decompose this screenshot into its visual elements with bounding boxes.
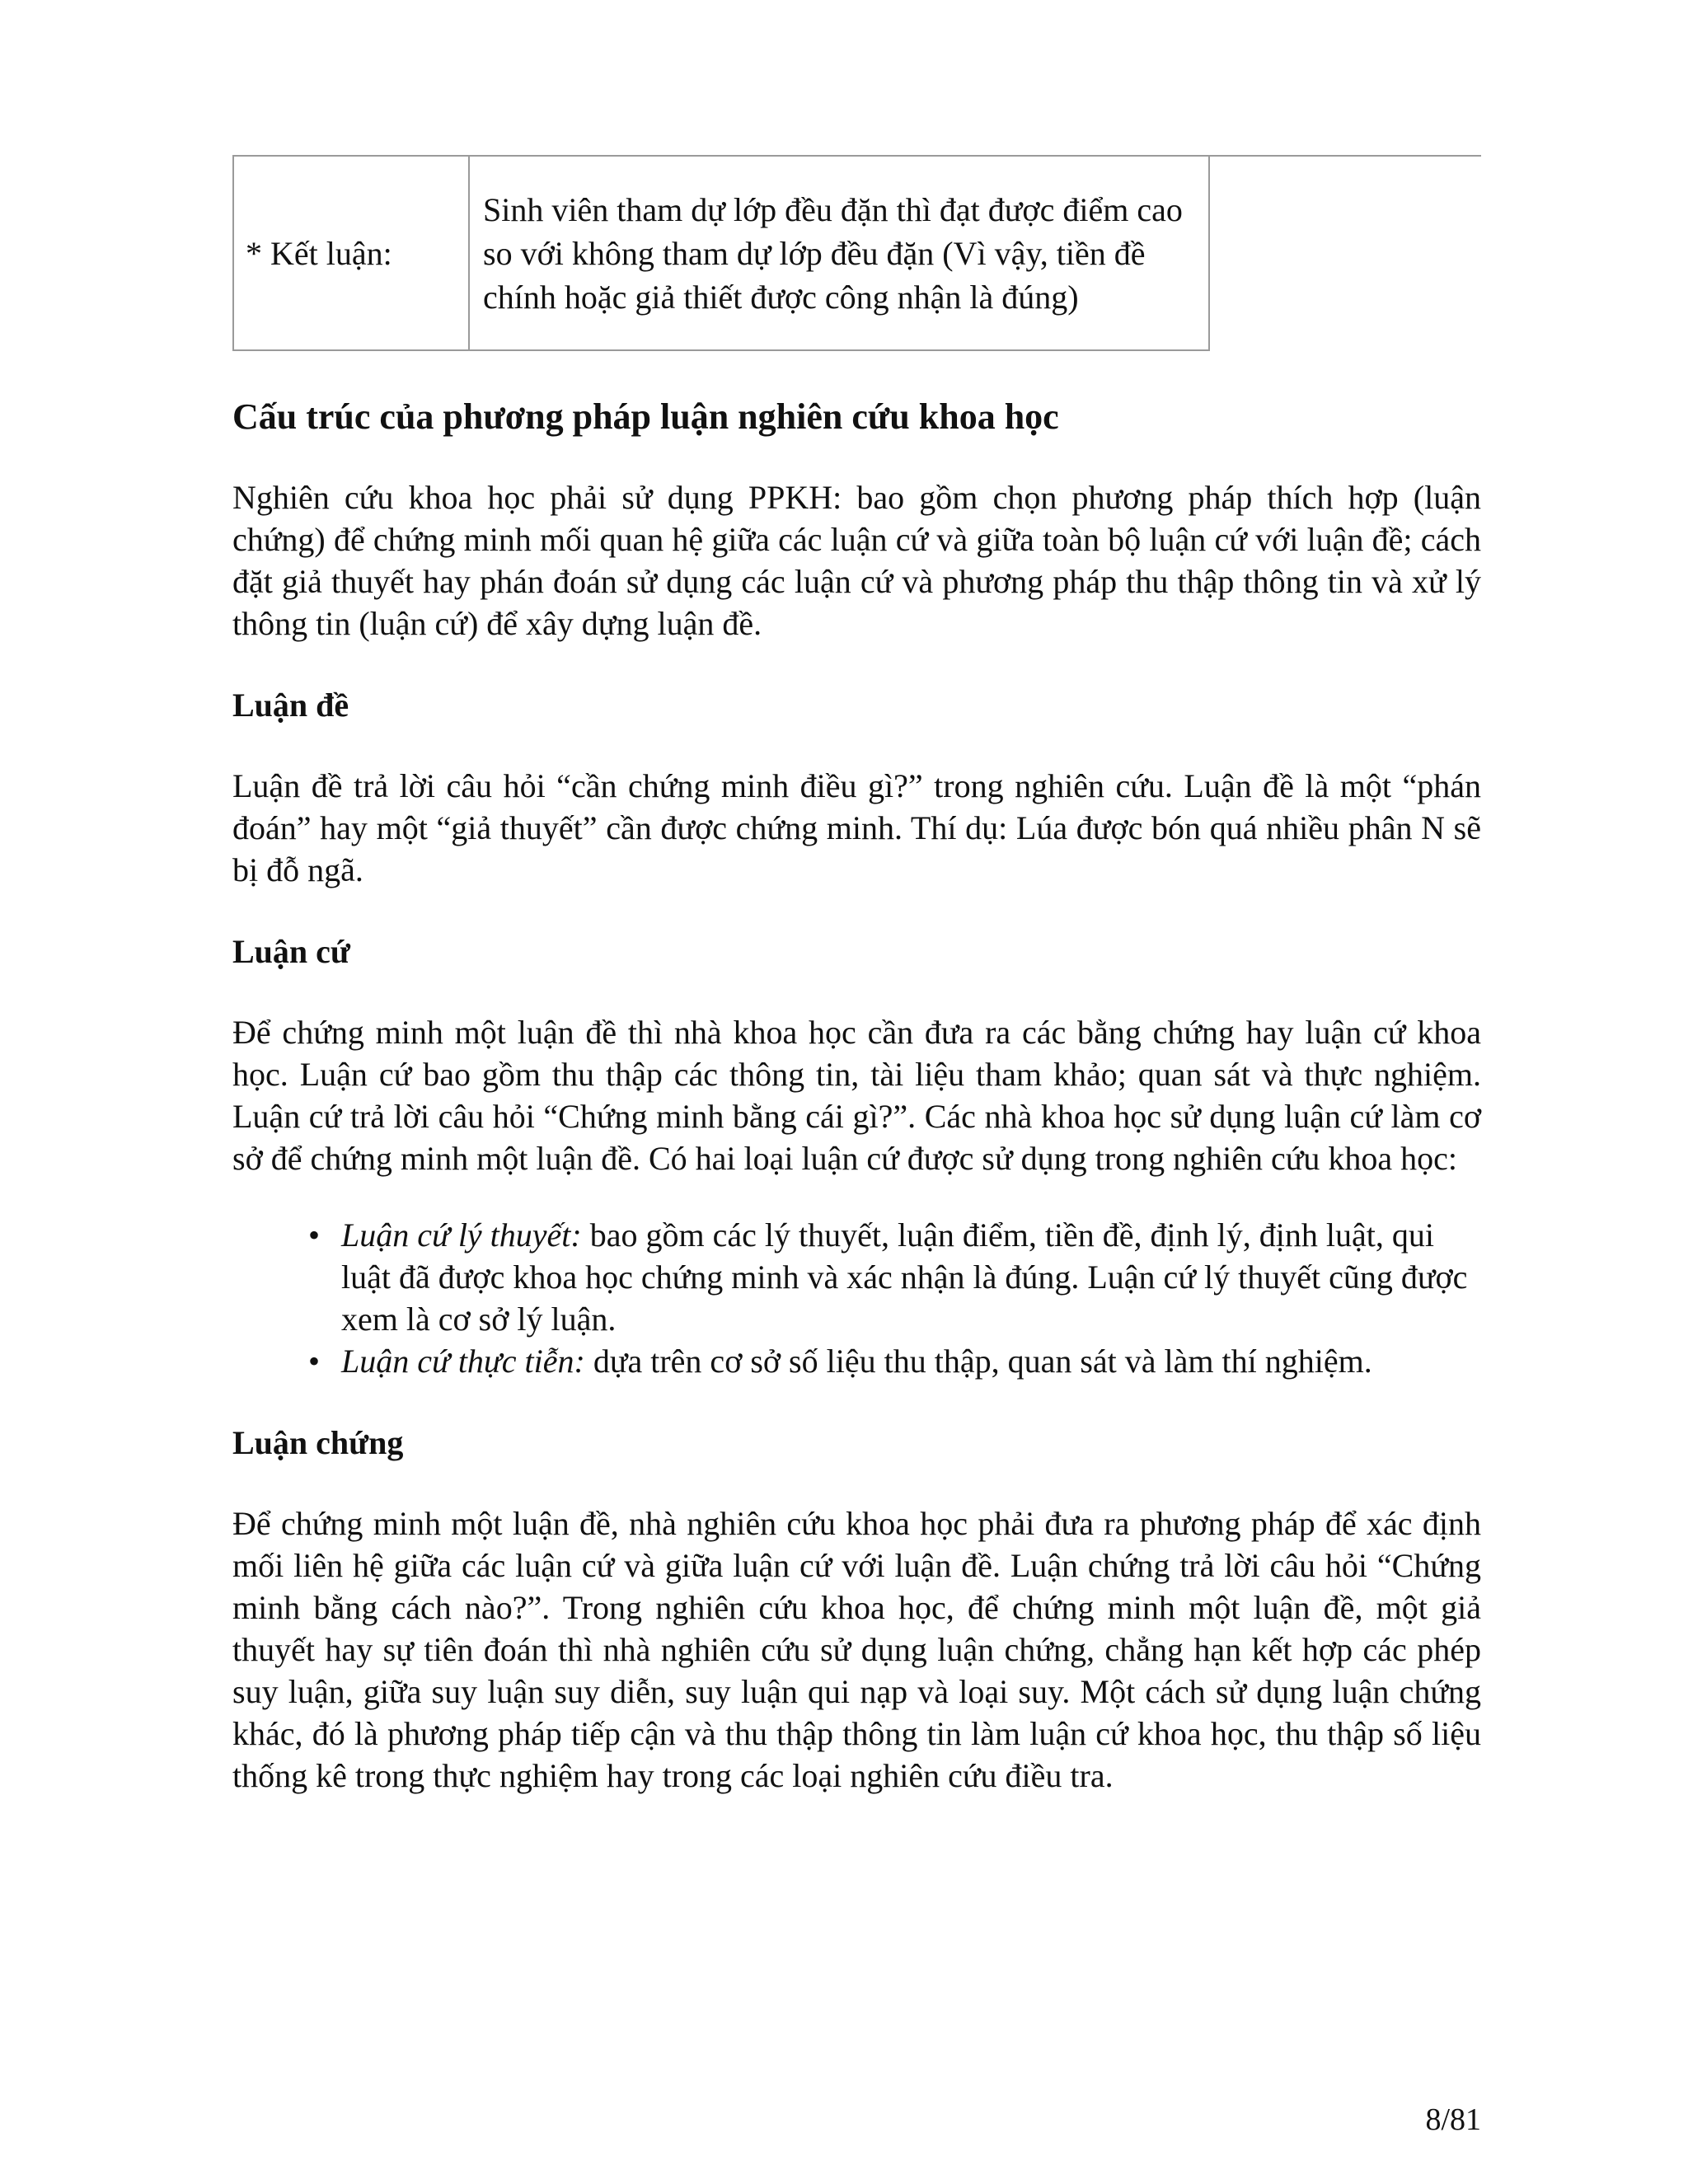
heading-luan-de: Luận đề [232,687,349,724]
main-content [232,394,1481,1797]
list-item [232,1340,1479,1382]
section-intro-paragraph: Nghiên cứu khoa học phải sử dụng PPKH: bao gồm chọn phương pháp thích hợp (luận chứng) để chứng minh mối quan hệ giữa các luận cứ và giữa toàn bộ luận cứ với luận đề; cách đặt giả thuyết hay phán đoán sử dụng các luận cứ và phương pháp thu thập thông tin và xử lý thông tin (luận cứ) để xây dựng luận đề. [232,479,1481,642]
conclusion-value: Sinh viên tham dự lớp đều đặn thì đạt được điểm cao so với không tham dự lớp đều đặn (Vì vậy, tiền đề chính hoặc giả thiết được công nhận là đúng) [483,190,1183,316]
luan-cu-paragraph: Để chứng minh một luận đề thì nhà khoa học cần đưa ra các bằng chứng hay luận cứ khoa học. Luận cứ bao gồm thu thập các thông tin, tài liệu tham khảo; quan sát và thực nghiệm. Luận cứ trả lời câu hỏi “Chứng minh bằng cái gì?”. Các nhà khoa học sử dụng luận cứ làm cơ sở để chứng minh một luận đề. Có hai loại luận cứ được sử dụng trong nghiên cứu khoa học: [232,1014,1481,1177]
bullet-icon: • [308,1343,321,1380]
luan-de-paragraph: Luận đề trả lời câu hỏi “cần chứng minh điều gì?” trong nghiên cứu. Luận đề là một “phán đoán” hay một “giả thuyết” cần được chứng minh. Thí dụ: Lúa được bón quá nhiều phân N sẽ bị đỗ ngã. [232,767,1481,888]
conclusion-table-fragment [232,155,1210,351]
luan-cu-bullet-list [232,1214,1481,1382]
conclusion-label: * Kết luận: [246,234,392,272]
list-item [232,1214,1479,1340]
bullet-text: bao gồm các lý thuyết, luận điểm, tiền đề, định lý, định luật, qui luật đã được khoa học chứng minh và xác nhận là đúng. Luận cứ lý thuyết cũng được xem là cơ sở lý luận. [341,1216,1468,1338]
page-number: 8/81 [1425,2102,1481,2137]
conclusion-table [232,155,1210,351]
bullet-icon: • [308,1216,321,1254]
bullet-term: Luận cứ thực tiễn: [341,1343,585,1380]
table-row [233,156,1209,350]
luan-chung-paragraph: Để chứng minh một luận đề, nhà nghiên cứu khoa học phải đưa ra phương pháp để xác định mối liên hệ giữa các luận cứ và giữa luận cứ với luận đề. Luận chứng trả lời câu hỏi “Chứng minh bằng cách nào?”. Trong nghiên cứu khoa học, để chứng minh một luận đề, một giả thuyết hay sự tiên đoán thì nhà nghiên cứu sử dụng luận chứng, chẳng hạn kết hợp các phép suy luận, giữa suy luận suy diễn, suy luận qui nạp và loại suy. Một cách sử dụng luận chứng khác, đó là phương pháp tiếp cận và thu thập thông tin làm luận cứ khoa học, thu thập số liệu thống kê trong thực nghiệm hay trong các loại nghiên cứu điều tra. [232,1505,1481,1794]
section-title: Cấu trúc của phương pháp luận nghiên cứu khoa học [232,396,1059,437]
bullet-term: Luận cứ lý thuyết: [341,1216,582,1254]
heading-luan-chung: Luận chứng [232,1424,404,1461]
heading-luan-cu: Luận cứ [232,933,350,970]
conclusion-value-cell [469,156,1209,350]
bullet-text: dựa trên cơ sở số liệu thu thập, quan sát và làm thí nghiệm. [584,1343,1372,1380]
conclusion-label-cell [233,156,469,350]
